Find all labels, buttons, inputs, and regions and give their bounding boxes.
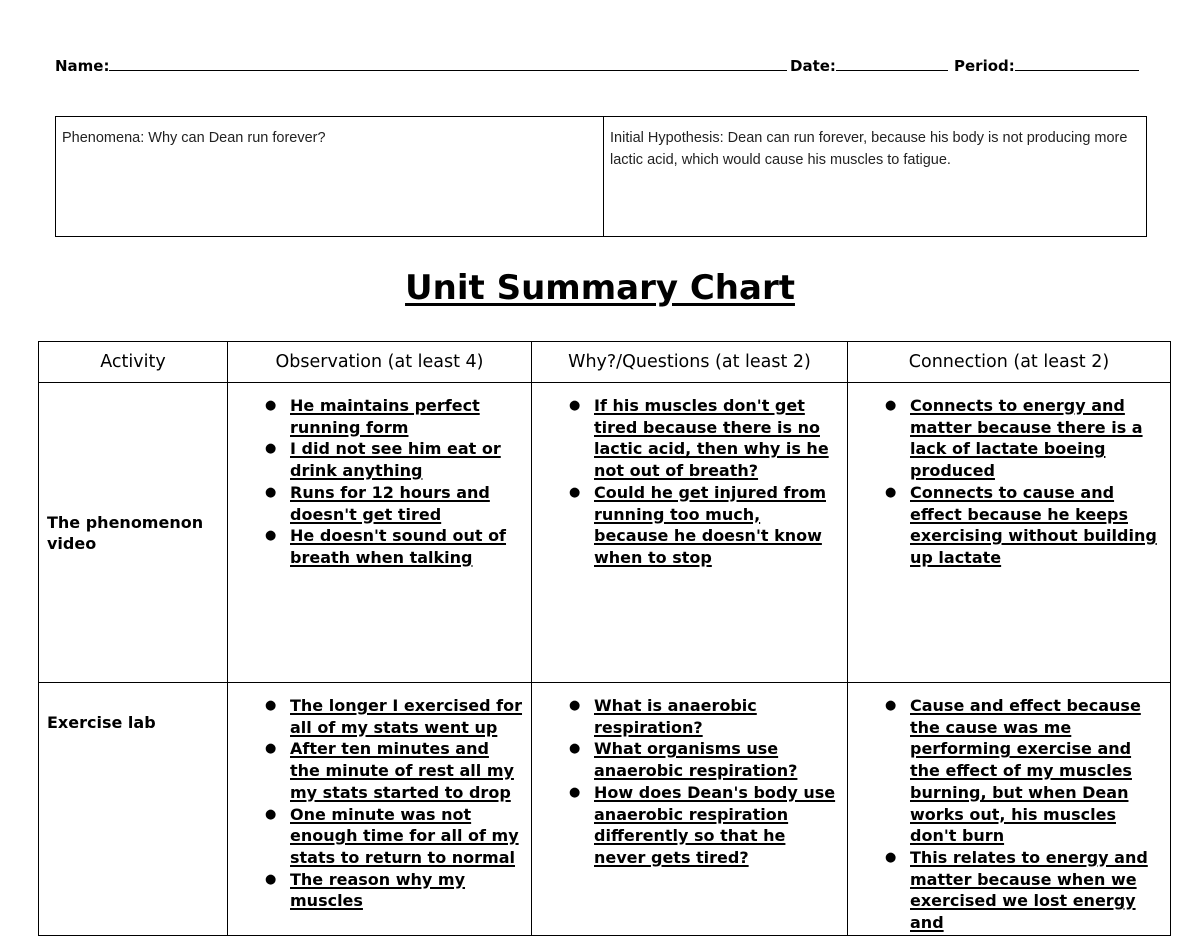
bullet-icon: ●: [265, 698, 277, 713]
list-item: ● How does Dean's body use anaerobic respiration differently so that he never gets tired?: [569, 782, 836, 867]
questions-cell: [532, 683, 848, 936]
activity-cell: Exercise lab: [39, 683, 228, 936]
connection-cell: [848, 683, 1171, 936]
list-item: ● Cause and effect because the cause was me performing exercise and the effect of my muscles burning, but when Dean works out, his muscles don't burn: [885, 696, 1141, 846]
page-title: Unit Summary Chart: [405, 268, 795, 308]
period-label: Period:: [954, 57, 1015, 75]
observation-cell: [228, 683, 532, 936]
unit-summary-table: [38, 341, 1171, 936]
bullet-icon: ●: [265, 484, 277, 500]
questions-cell: [532, 383, 848, 683]
connection-list: [849, 684, 1169, 934]
list-item: ● This relates to energy and matter because when we exercised we lost energy and: [885, 847, 1148, 933]
column-header-observation: Observation (at least 4): [228, 342, 532, 383]
bullet-icon: ●: [885, 849, 897, 865]
bullet-icon: ●: [569, 741, 581, 757]
name-label: Name:: [55, 57, 110, 75]
table-row: [39, 683, 1171, 936]
bullet-icon: ●: [265, 806, 277, 822]
list-item: ● I did not see him eat or drink anything: [265, 439, 501, 481]
list-item: ● What is anaerobic respiration?: [569, 696, 757, 737]
list-item: ● What organisms use anaerobic respiration?: [569, 739, 798, 781]
observation-list: [229, 384, 530, 569]
name-field: [55, 55, 787, 75]
connection-list: [849, 384, 1169, 569]
phenomena-cell: Phenomena: Why can Dean run forever?: [56, 117, 604, 237]
period-field: [954, 55, 1139, 75]
questions-list: [533, 384, 846, 569]
date-label: Date:: [790, 57, 836, 75]
date-blank-line: [836, 55, 948, 71]
list-item: ● If his muscles don't get tired because there is no lactic acid, then why is he not out of breath?: [569, 396, 829, 481]
bullet-icon: ●: [569, 484, 581, 500]
period-blank-line: [1015, 55, 1139, 71]
bullet-icon: ●: [265, 741, 277, 757]
column-header-connection: Connection (at least 2): [848, 342, 1171, 383]
table-header-row: [39, 342, 1171, 383]
bullet-icon: ●: [885, 698, 897, 713]
list-item: ● The longer I exercised for all of my stats went up: [265, 696, 523, 737]
column-header-activity: Activity: [39, 342, 228, 383]
connection-cell: [848, 383, 1171, 683]
list-item: ● Could he get injured from running too much, because he doesn't know when to stop: [569, 482, 826, 567]
list-item: ● Connects to cause and effect because he keeps exercising without building up lactate: [885, 482, 1157, 567]
phenomena-hypothesis-table: [55, 116, 1147, 237]
bullet-icon: ●: [265, 871, 277, 887]
list-item: ● Runs for 12 hours and doesn't get tired: [265, 482, 490, 524]
list-item: ● After ten minutes and the minute of rest all my my stats started to drop: [265, 739, 514, 802]
table-row: [39, 383, 1171, 683]
observation-list: [229, 684, 530, 912]
bullet-icon: ●: [265, 398, 277, 413]
list-item: ● Connects to energy and matter because there is a lack of lactate boeing produced: [885, 396, 1143, 481]
list-item: ● One minute was not enough time for all of my stats to return to normal: [265, 804, 519, 867]
bullet-icon: ●: [885, 398, 897, 413]
hypothesis-cell: Initial Hypothesis: Dean can run forever, because his body is not producing more lactic acid, which would cause his muscles to fatigue.: [604, 117, 1147, 237]
date-field: [790, 55, 948, 75]
list-item: ● He maintains perfect running form: [265, 396, 480, 437]
list-item: ● The reason why my muscles: [265, 869, 466, 911]
bullet-icon: ●: [265, 528, 277, 544]
column-header-questions: Why?/Questions (at least 2): [532, 342, 848, 383]
questions-list: [533, 684, 846, 869]
bullet-icon: ●: [885, 484, 897, 500]
bullet-icon: ●: [569, 784, 581, 800]
bullet-icon: ●: [265, 441, 277, 457]
bullet-icon: ●: [569, 698, 581, 713]
observation-cell: [228, 383, 532, 683]
name-blank-line: [109, 55, 787, 71]
bullet-icon: ●: [569, 398, 581, 413]
list-item: ● He doesn't sound out of breath when talking: [265, 526, 507, 567]
activity-cell: The phenomenon video: [39, 383, 228, 683]
